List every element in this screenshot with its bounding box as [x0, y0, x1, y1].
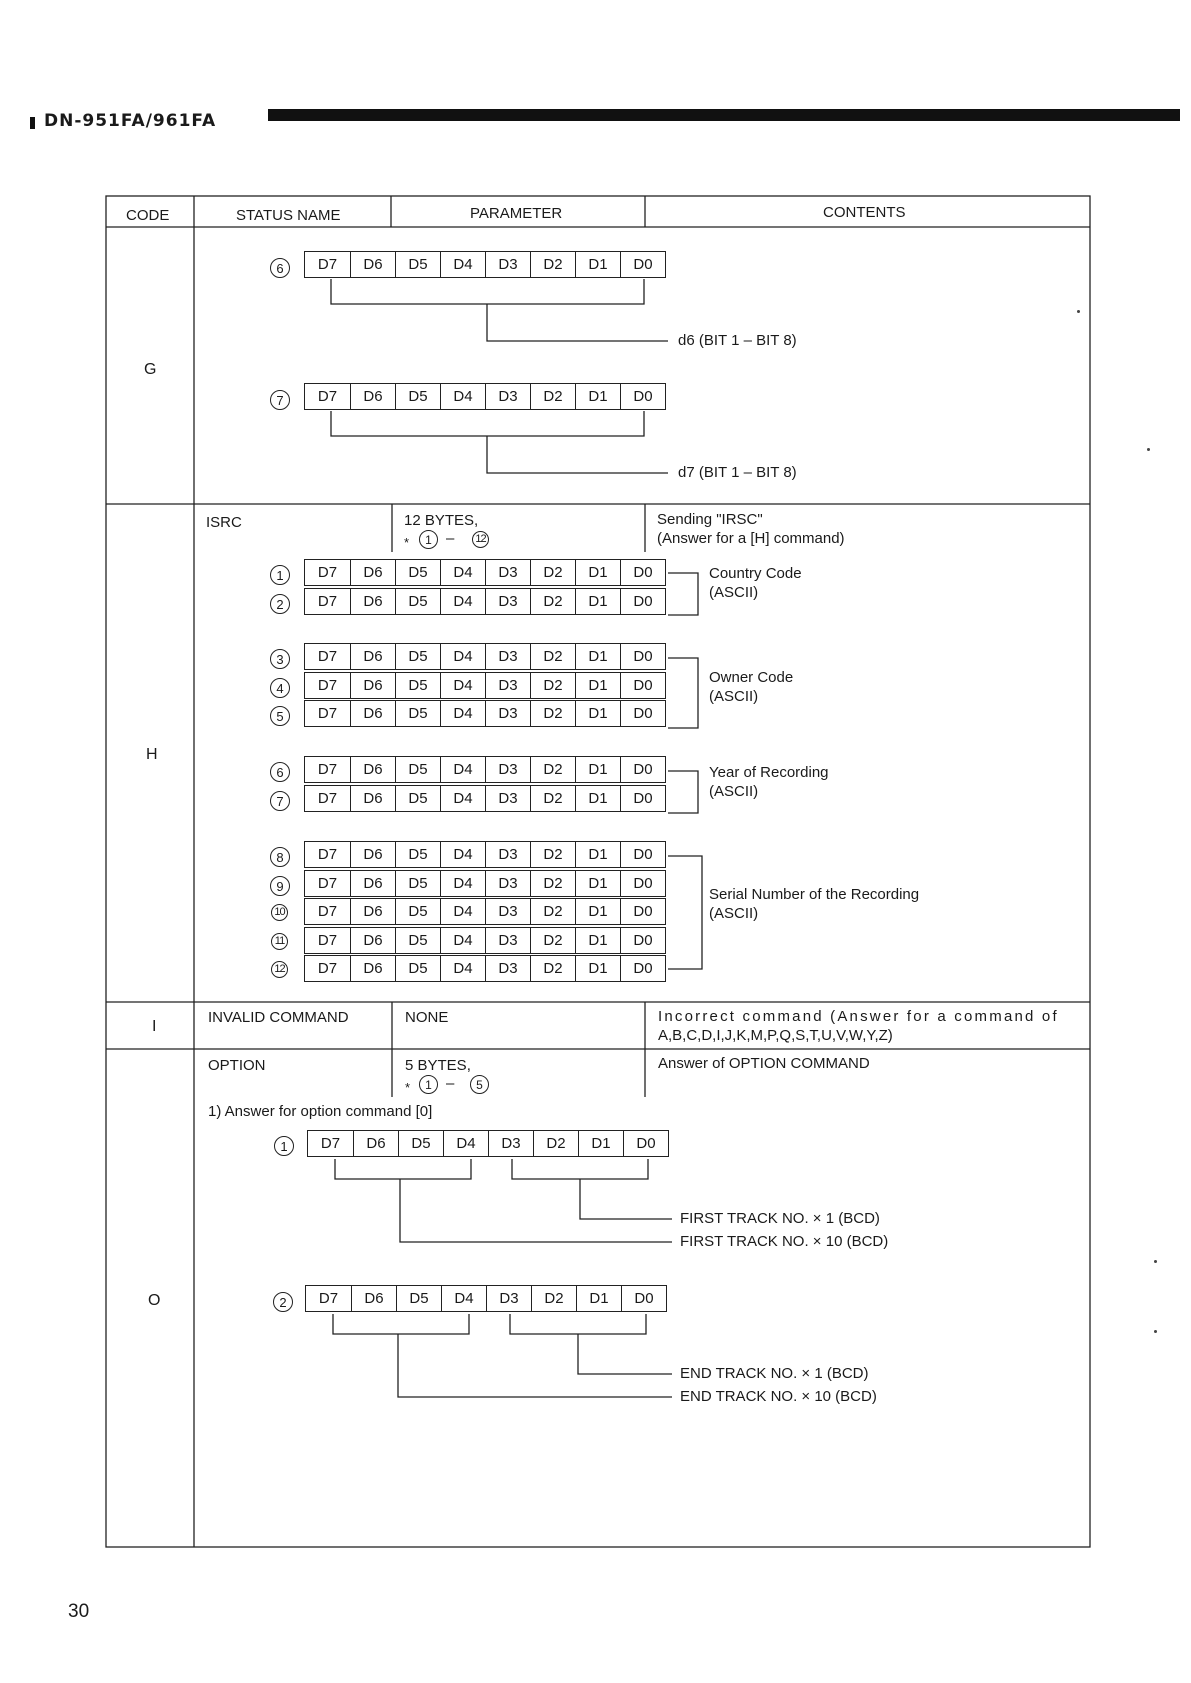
bit-cell: D3 [485, 644, 530, 669]
bit-cell: D0 [620, 757, 665, 782]
model-title: DN-951FA/961FA [44, 111, 217, 131]
bit-cell: D7 [317, 790, 338, 807]
bit-cell: D0 [620, 899, 665, 924]
bit-cell: D5 [395, 384, 440, 409]
code-h: H [146, 746, 158, 763]
byte-number-badge: 1 [270, 565, 290, 585]
bit-row-h3 [304, 643, 666, 670]
bit-cell: D1 [575, 560, 620, 585]
bit-cell: D5 [395, 899, 440, 924]
bit-cell: D6 [350, 560, 395, 585]
i-contents-line1: Incorrect command (Answer for a command of [658, 1008, 1059, 1025]
bit-cell: D5 [396, 1286, 441, 1311]
bit-cell: D7 [317, 677, 338, 694]
bit-cell: D3 [488, 1131, 533, 1156]
h-group-sub: (ASCII) [709, 783, 759, 800]
h-group-sub: (ASCII) [709, 584, 759, 601]
bit-cell: D0 [620, 928, 665, 953]
o2-label-tens: END TRACK NO. × 10 (BCD) [680, 1388, 877, 1405]
byte-number-badge: 7 [270, 390, 290, 410]
bit-cell: D1 [575, 589, 620, 614]
bit-cell: D4 [440, 673, 485, 698]
bit-cell: D0 [620, 871, 665, 896]
bit-cell: D0 [620, 701, 665, 726]
bit-row-h4 [304, 672, 666, 699]
bit-cell: D1 [575, 701, 620, 726]
code-o: O [148, 1292, 161, 1309]
bit-cell: D3 [485, 673, 530, 698]
bit-row-h11 [304, 927, 666, 954]
bit-cell: D5 [395, 786, 440, 811]
i-status-name: INVALID COMMAND [208, 1009, 349, 1026]
bit-cell: D1 [575, 384, 620, 409]
bit-cell: D3 [485, 757, 530, 782]
bit-row-h5 [304, 700, 666, 727]
bit-cell: D3 [485, 956, 530, 981]
bit-cell: D4 [440, 842, 485, 867]
h-param-dash: – [446, 530, 455, 547]
bit-cell: D4 [440, 786, 485, 811]
bit-cell: D1 [575, 644, 620, 669]
bit-cell: D1 [575, 757, 620, 782]
bit-row-h2 [304, 588, 666, 615]
bit-cell: D5 [395, 757, 440, 782]
bit-cell: D0 [620, 252, 665, 277]
bit-cell: D3 [485, 589, 530, 614]
col-header-status-name: STATUS NAME [236, 207, 341, 224]
bit-cell: D5 [395, 871, 440, 896]
bit-row-h9 [304, 870, 666, 897]
h-param-from-badge: 1 [419, 530, 438, 549]
code-i: I [152, 1018, 157, 1035]
bit-cell: D0 [620, 956, 665, 981]
byte-number-badge: 2 [270, 594, 290, 614]
bit-cell: D2 [530, 701, 575, 726]
byte-number-badge: 6 [270, 762, 290, 782]
bit-cell: D2 [530, 252, 575, 277]
h-group-label: Owner Code [709, 669, 794, 686]
bit-cell: D1 [575, 786, 620, 811]
o1-label-tens: FIRST TRACK NO. × 10 (BCD) [680, 1233, 889, 1250]
bit-cell: D2 [530, 786, 575, 811]
bit-cell: D7 [320, 1135, 341, 1152]
bit-cell: D0 [623, 1131, 668, 1156]
byte-number-badge: 9 [270, 876, 290, 896]
bit-cell: D6 [350, 899, 395, 924]
bit-cell: D5 [395, 956, 440, 981]
bit-cell: D3 [485, 899, 530, 924]
bit-cell: D4 [440, 589, 485, 614]
page-number: 30 [68, 1601, 90, 1622]
h-param-bytes: 12 BYTES, [404, 512, 479, 529]
h-contents-line1: Sending "IRSC" [657, 511, 763, 528]
byte-number-badge: 7 [270, 791, 290, 811]
bit-cell: D6 [350, 589, 395, 614]
o-status-name: OPTION [208, 1057, 266, 1074]
bit-cell: D4 [440, 899, 485, 924]
g7-label: d7 (BIT 1 – BIT 8) [678, 464, 797, 481]
bit-cell: D3 [485, 928, 530, 953]
bit-cell: D2 [530, 560, 575, 585]
bit-cell: D5 [395, 842, 440, 867]
bit-cell: D7 [317, 761, 338, 778]
bit-cell: D6 [350, 956, 395, 981]
bit-cell: D2 [531, 1286, 576, 1311]
bit-cell: D0 [620, 589, 665, 614]
bit-row-h12 [304, 955, 666, 982]
bit-cell: D0 [620, 786, 665, 811]
byte-number-badge: 1 [274, 1136, 294, 1156]
bit-cell: D5 [395, 701, 440, 726]
byte-number-badge: 11 [271, 933, 288, 950]
byte-number-badge: 8 [270, 847, 290, 867]
bit-cell: D0 [620, 384, 665, 409]
h-param-to-badge: 12 [472, 531, 489, 548]
bit-row-g7 [304, 383, 666, 410]
bit-row-h10 [304, 898, 666, 925]
bit-cell: D7 [317, 960, 338, 977]
bit-cell: D6 [350, 786, 395, 811]
header-marker [30, 117, 35, 129]
o-param-star: * [405, 1080, 411, 1095]
bit-cell: D5 [395, 560, 440, 585]
bit-row-h8 [304, 841, 666, 868]
bit-cell: D4 [440, 928, 485, 953]
bit-cell: D7 [317, 388, 338, 405]
o-contents: Answer of OPTION COMMAND [658, 1055, 870, 1072]
bit-cell: D0 [620, 560, 665, 585]
bit-cell: D2 [530, 928, 575, 953]
bit-cell: D1 [578, 1131, 623, 1156]
scan-speck [1154, 1330, 1157, 1333]
bit-cell: D5 [395, 589, 440, 614]
scan-speck [1154, 1260, 1157, 1263]
bit-cell: D7 [318, 1290, 339, 1307]
o-subheading: 1) Answer for option command [0] [208, 1103, 433, 1120]
col-header-contents: CONTENTS [823, 204, 906, 221]
bit-row-h1 [304, 559, 666, 586]
bit-cell: D5 [395, 252, 440, 277]
scan-speck [1147, 448, 1150, 451]
byte-number-badge: 2 [273, 1292, 293, 1312]
h-group-label: Serial Number of the Recording [709, 886, 920, 903]
bit-cell: D4 [440, 560, 485, 585]
byte-number-badge: 5 [270, 706, 290, 726]
bit-cell: D7 [317, 903, 338, 920]
bit-row-o1 [307, 1130, 669, 1157]
bit-cell: D3 [485, 786, 530, 811]
h-contents-line2: (Answer for a [H] command) [657, 530, 845, 547]
bit-cell: D7 [317, 256, 338, 273]
bit-cell: D6 [350, 928, 395, 953]
bit-cell: D5 [398, 1131, 443, 1156]
byte-number-badge: 4 [270, 678, 290, 698]
bit-cell: D2 [533, 1131, 578, 1156]
bit-cell: D7 [317, 705, 338, 722]
i-parameter: NONE [405, 1009, 449, 1026]
h-group-sub: (ASCII) [709, 688, 759, 705]
bit-cell: D6 [350, 701, 395, 726]
bit-cell: D4 [440, 956, 485, 981]
o-param-to-badge: 5 [470, 1075, 489, 1094]
scan-speck [1077, 310, 1080, 313]
bit-cell: D2 [530, 842, 575, 867]
bit-cell: D1 [576, 1286, 621, 1311]
h-param-star: * [404, 535, 410, 550]
bit-cell: D5 [395, 673, 440, 698]
byte-number-badge: 12 [271, 961, 288, 978]
bit-cell: D2 [530, 384, 575, 409]
bit-cell: D2 [530, 871, 575, 896]
bit-cell: D4 [440, 871, 485, 896]
bit-cell: D4 [440, 701, 485, 726]
bit-cell: D4 [440, 757, 485, 782]
i-contents-line2: A,B,C,D,I,J,K,M,P,Q,S,T,U,V,W,Y,Z) [658, 1027, 893, 1044]
bit-cell: D5 [395, 928, 440, 953]
bit-cell: D3 [485, 842, 530, 867]
byte-number-badge: 3 [270, 649, 290, 669]
bit-cell: D0 [620, 673, 665, 698]
bit-cell: D6 [350, 871, 395, 896]
bit-cell: D4 [441, 1286, 486, 1311]
o2-label-ones: END TRACK NO. × 1 (BCD) [680, 1365, 869, 1382]
bit-cell: D4 [443, 1131, 488, 1156]
bit-cell: D2 [530, 644, 575, 669]
h-group-label: Year of Recording [709, 764, 829, 781]
bit-row-h7 [304, 785, 666, 812]
h-group-label: Country Code [709, 565, 802, 582]
bit-cell: D2 [530, 589, 575, 614]
o-param-from-badge: 1 [419, 1075, 438, 1094]
bit-cell: D7 [317, 875, 338, 892]
byte-number-badge: 10 [271, 904, 288, 921]
col-header-code: CODE [126, 207, 170, 224]
h-group-sub: (ASCII) [709, 905, 759, 922]
bit-cell: D6 [351, 1286, 396, 1311]
code-g: G [144, 361, 157, 378]
o-param-dash: – [446, 1075, 455, 1092]
o-param-bytes: 5 BYTES, [405, 1057, 471, 1074]
bit-cell: D7 [317, 932, 338, 949]
bit-cell: D4 [440, 644, 485, 669]
bit-cell: D5 [395, 644, 440, 669]
bit-cell: D1 [575, 899, 620, 924]
g6-label: d6 (BIT 1 – BIT 8) [678, 332, 797, 349]
bit-cell: D1 [575, 871, 620, 896]
h-status-name: ISRC [206, 514, 242, 531]
bit-cell: D2 [530, 757, 575, 782]
bit-cell: D2 [530, 673, 575, 698]
bit-cell: D1 [575, 928, 620, 953]
bit-row-h6 [304, 756, 666, 783]
o1-label-ones: FIRST TRACK NO. × 1 (BCD) [680, 1210, 880, 1227]
bit-cell: D6 [350, 757, 395, 782]
bit-row-o2 [305, 1285, 667, 1312]
bit-cell: D6 [350, 384, 395, 409]
byte-number-badge: 6 [270, 258, 290, 278]
bit-cell: D6 [350, 644, 395, 669]
bit-cell: D3 [485, 871, 530, 896]
bit-cell: D6 [350, 673, 395, 698]
bit-cell: D1 [575, 842, 620, 867]
bit-cell: D2 [530, 899, 575, 924]
bit-cell: D7 [317, 648, 338, 665]
bit-cell: D7 [317, 564, 338, 581]
bit-cell: D3 [485, 701, 530, 726]
bit-cell: D4 [440, 384, 485, 409]
bit-cell: D0 [620, 644, 665, 669]
bit-cell: D3 [485, 384, 530, 409]
bit-cell: D3 [486, 1286, 531, 1311]
bit-cell: D2 [530, 956, 575, 981]
bit-cell: D6 [353, 1131, 398, 1156]
bit-cell: D3 [485, 560, 530, 585]
bit-cell: D4 [440, 252, 485, 277]
bit-cell: D3 [485, 252, 530, 277]
bit-cell: D1 [575, 252, 620, 277]
header-bar [268, 109, 1180, 121]
bit-cell: D7 [317, 846, 338, 863]
bit-row-g6 [304, 251, 666, 278]
bit-cell: D1 [575, 956, 620, 981]
bit-cell: D6 [350, 252, 395, 277]
bit-cell: D6 [350, 842, 395, 867]
col-header-parameter: PARAMETER [470, 205, 563, 222]
bit-cell: D0 [621, 1286, 666, 1311]
bit-cell: D7 [317, 593, 338, 610]
bit-cell: D1 [575, 673, 620, 698]
bit-cell: D0 [620, 842, 665, 867]
